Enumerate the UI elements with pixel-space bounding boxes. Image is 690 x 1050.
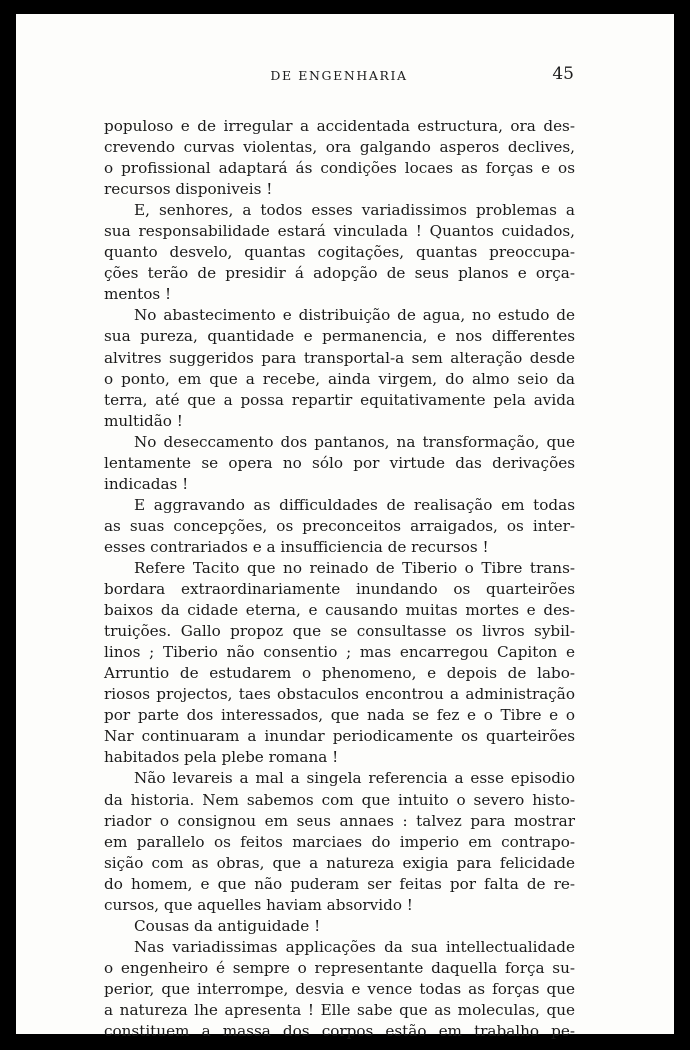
text-line: Arruntio de estudarem o phenomeno, e depois de labo-: [104, 664, 575, 683]
text-line: linos ; Tiberio não consentio ; mas encarregou Capiton e: [104, 643, 575, 662]
text-line: cursos, que aquelles haviam absorvido !: [104, 895, 413, 914]
text-line: perior, que interrompe, desvia e vence todas as forças que: [104, 979, 575, 998]
text-line: ções terão de presidir á adopção de seus planos e orça-: [104, 264, 575, 283]
page-header: [104, 64, 574, 88]
text-line: E aggravando as difficuldades de realisação em todas: [134, 495, 575, 514]
text-line: o engenheiro é sempre o representante daquella força su-: [104, 958, 575, 977]
text-line: da historia. Nem sabemos com que intuito o severo histo-: [104, 790, 575, 809]
running-title: DE ENGENHARIA: [270, 68, 408, 83]
text-line: mentos !: [104, 285, 172, 304]
text-line: sua pureza, quantidade e permanencia, e nos differentes: [104, 327, 575, 346]
text-line: Nas variadissimas applicações da sua intellectualidade: [134, 937, 575, 956]
text-line: do homem, e que não puderam ser feitas por falta de re-: [104, 874, 575, 893]
text-line: sua responsabilidade estará vinculada ! Quantos cuidados,: [104, 222, 575, 241]
text-line: em parallelo os feitos marciaes do imperio em contrapo-: [104, 832, 575, 851]
text-line: a natureza lhe apresenta ! Elle sabe que as moleculas, que: [104, 1000, 575, 1019]
text-line: No abastecimento e distribuição de agua, no estudo de: [134, 306, 575, 325]
text-line: constituem a massa dos corpos estão em trabalho pe-: [104, 1022, 575, 1041]
text-line: populoso e de irregular a accidentada estructura, ora des-: [104, 117, 575, 135]
text-line: crevendo curvas violentas, ora galgando asperos declives,: [104, 138, 575, 157]
text-line: bordara extraordinariamente inundando os quarteirões: [104, 580, 575, 599]
text-line: quanto desvelo, quantas cogitações, quantas preoccupa-: [104, 243, 575, 262]
text-line: o profissional adaptará ás condições locaes as forças e os: [104, 159, 575, 178]
text-line: riador o consignou em seus annaes : talvez para mostrar: [104, 811, 575, 830]
text-line: sição com as obras, que a natureza exigia para felicidade: [104, 853, 575, 872]
text-line: baixos da cidade eterna, e causando muitas mortes e des-: [104, 601, 575, 620]
text-line: Cousas da antiguidade !: [134, 916, 321, 935]
text-line: Nar continuaram a inundar periodicamente os quarteirões: [104, 727, 575, 746]
text-line: Não levareis a mal a singela referencia a esse episodio: [134, 769, 575, 788]
text-line: as suas concepções, os preconceitos arraigados, os inter-: [104, 516, 575, 535]
text-line: riosos projectos, taes obstaculos encontrou a administração: [104, 685, 575, 704]
text-line: E, senhores, a todos esses variadissimos problemas a: [134, 201, 575, 220]
text-line: por parte dos interessados, que nada se fez e o Tibre e o: [104, 706, 575, 725]
text-line: multidão !: [104, 411, 183, 430]
text-line: Refere Tacito que no reinado de Tiberio o Tibre trans-: [134, 558, 575, 577]
text-line: lentamente se opera no sólo por virtude das derivações: [104, 453, 575, 472]
text-line: o ponto, em que a recebe, ainda virgem, do almo seio da: [104, 369, 575, 388]
text-line: recursos disponiveis !: [104, 180, 273, 199]
body-text: [104, 116, 575, 1042]
text-line: No deseccamento dos pantanos, na transformação, que: [134, 432, 575, 451]
text-line: habitados pela plebe romana !: [104, 748, 339, 767]
text-line: indicadas !: [104, 474, 189, 493]
text-line: esses contrariados e a insufficiencia de recursos !: [104, 537, 489, 556]
book-page: [16, 14, 674, 1041]
text-line: terra, até que a possa repartir equitativamente pela avida: [104, 390, 575, 409]
page-number: 45: [552, 64, 574, 84]
text-line: alvitres suggeridos para transportal-a sem alteração desde: [104, 348, 575, 367]
text-line: truições. Gallo propoz que se consultasse os livros sybil-: [104, 622, 575, 641]
